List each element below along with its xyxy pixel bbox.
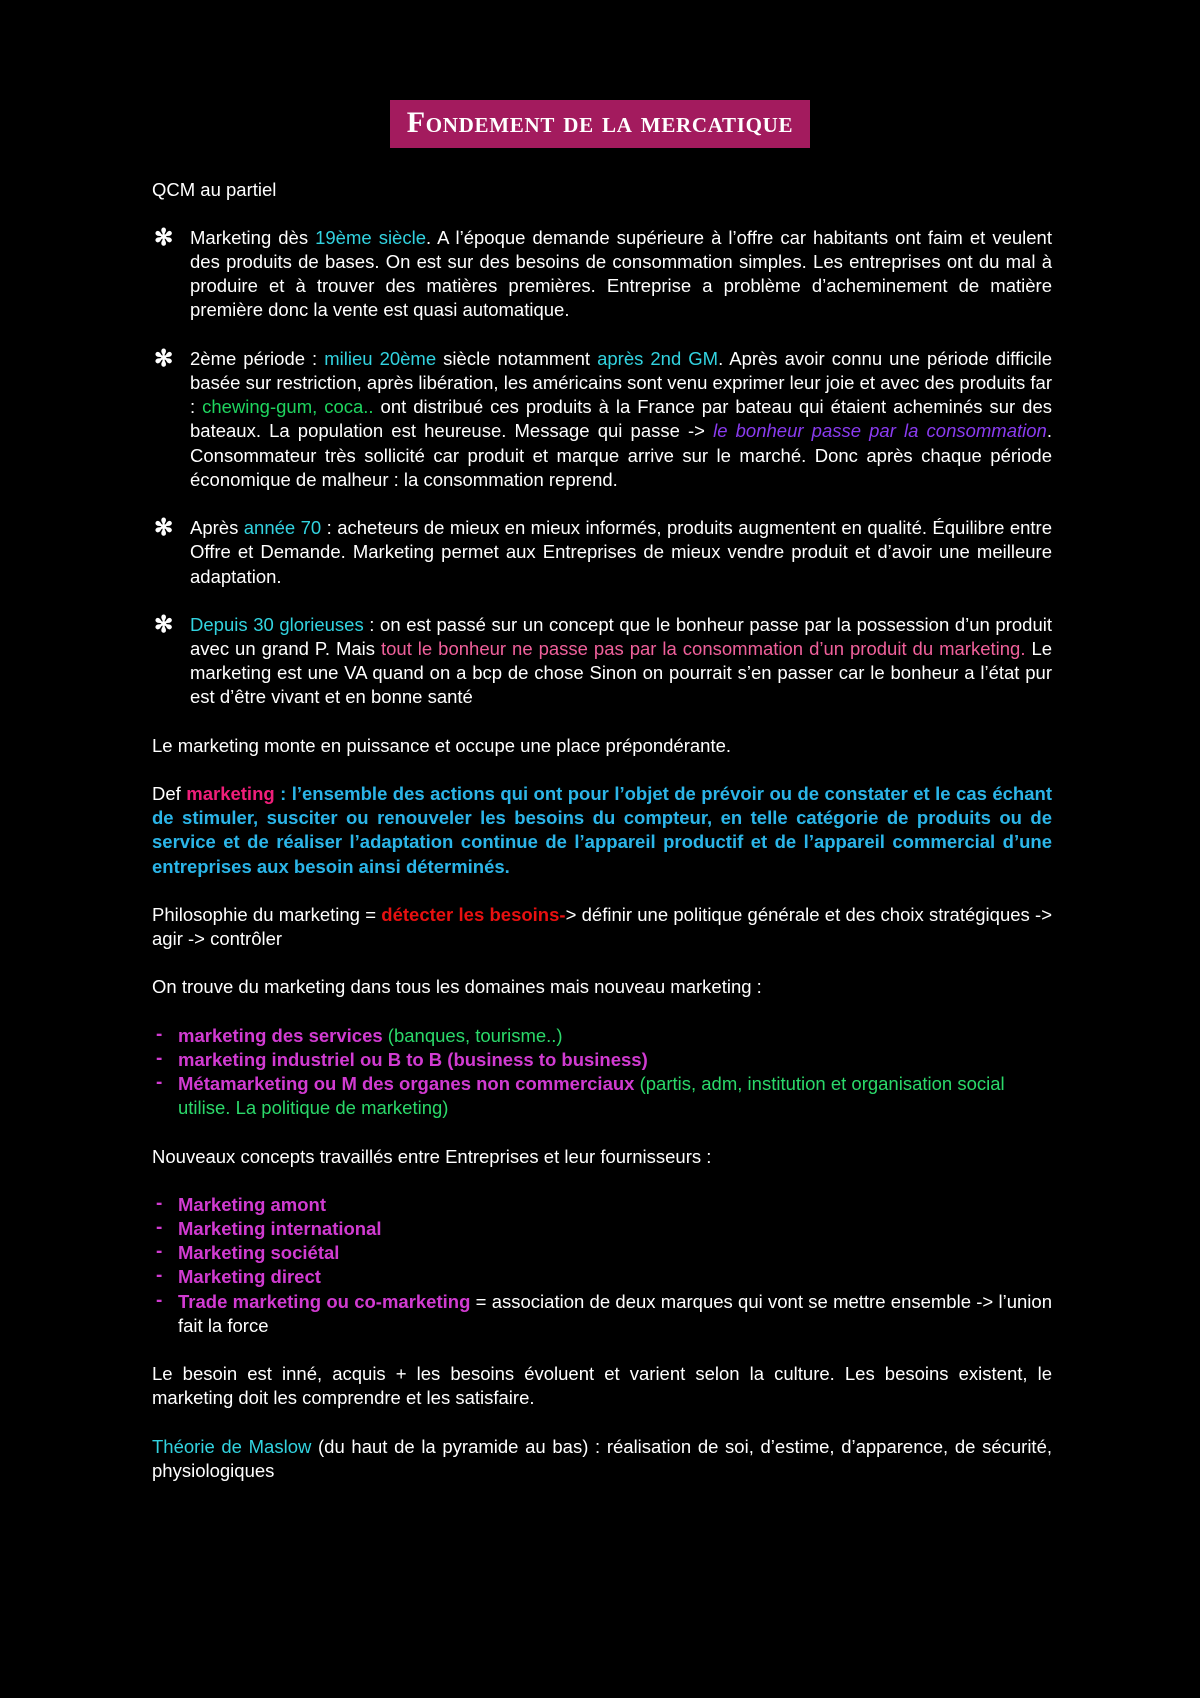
def-prefix: Def — [152, 782, 187, 804]
highlight-cyan: 19ème siècle — [315, 226, 426, 248]
list-nouveaux-concepts — [152, 1193, 1052, 1338]
bullet-text-segment: Marketing dès — [190, 226, 316, 248]
paragraph-philosophie — [152, 903, 1052, 951]
philo-prefix: Philosophie du marketing = — [152, 903, 382, 925]
list-item-label: Trade marketing ou co-marketing — [178, 1290, 471, 1312]
list-item-label: marketing industriel ou B to B (business to business) — [178, 1048, 648, 1070]
highlight-cyan: milieu 20ème — [324, 347, 437, 369]
bullet-item-19eme-siecle — [152, 223, 1052, 323]
bullet-text-segment: 2ème période : — [190, 347, 325, 369]
list-item — [152, 1290, 1052, 1338]
title-container — [0, 0, 1200, 148]
list-item-label: Marketing international — [178, 1218, 382, 1239]
dash-bullet-icon: - — [156, 1047, 163, 1069]
list-item-label: Métamarketing ou M des organes non commerciaux — [178, 1073, 635, 1095]
list-item — [152, 1241, 1052, 1265]
highlight-cyan: Depuis 30 glorieuses — [190, 613, 364, 635]
def-keyword: marketing — [186, 782, 275, 804]
def-body: : l’ensemble des actions qui ont pour l’objet de prévoir ou de constater et le cas échant de stimuler, susciter ou renouveler les besoins du compteur, en telle catégorie de produits ou de service et de réaliser l’adaptation continue de l’appareil productif et de l’appareil commercial d’une entreprises aux besoin ainsi déterminés. — [152, 782, 1052, 877]
maslow-rest: (du haut de la pyramide au bas) : réalisation de soi, d’estime, d’apparence, de sécurité, physiologiques — [152, 1435, 1052, 1481]
bullet-text-segment: : acheteurs de mieux en mieux informés, produits augmentent en qualité. Équilibre entre Offre et Demande. Marketing permet aux Entreprises de mieux vendre produit et d’avoir une meilleure adaptation. — [190, 517, 1053, 587]
list-item-note: (partis, adm, institution et organisation social utilise. La politique de marketing) — [178, 1073, 1005, 1119]
bullet-text-segment: ont distribué ces produits à la France par bateau qui étaient acheminés sur des bateaux. La population est heureuse. Message qui passe -> — [190, 396, 1052, 442]
list-item-label: marketing des services — [178, 1024, 383, 1046]
list-item-rest: = association de deux marques qui vont se mettre ensemble -> l’union fait la force — [178, 1290, 1052, 1336]
list-item — [152, 1217, 1052, 1241]
philo-highlight: détecter les besoins- — [381, 903, 566, 925]
list-item — [152, 1193, 1052, 1217]
list-item-label: Marketing sociétal — [178, 1242, 340, 1264]
bullet-text-segment: . A l’époque demande supérieure à l’offre car habitants ont faim et veulent des produits de bases. On est sur des besoins de consommation simples. Les entreprises ont du mal à produire et à trouver des matières premières. Entreprise a problème d’acheminement de matière première donc la vente est quasi automatique. — [190, 226, 1052, 321]
paragraph-definition-marketing — [152, 782, 1052, 879]
dash-bullet-icon: - — [156, 1023, 163, 1045]
bullet-text-segment: . Consommateur très sollicité car produit et marque arrive sur le marché. Donc après chaque période économique de malheur : la consommation reprend. — [190, 420, 1052, 490]
list-item — [152, 1024, 1052, 1048]
asterisk-bullet-icon: ✻ — [154, 223, 174, 250]
bullet-item-annee-70 — [152, 516, 1052, 589]
bullet-text-segment: . Après avoir connu une période difficile basée sur restriction, après libération, les américains sont venu exprimer leur joie et avec des produits far : — [190, 347, 1052, 418]
highlight-violet-italic: le bonheur passe par la consommation — [713, 420, 1047, 442]
highlight-pink: tout le bonheur ne passe pas par la consommation d’un produit du marketing. — [380, 638, 1026, 660]
intro-line: QCM au partiel — [152, 178, 277, 200]
list-item-label: Marketing amont — [178, 1193, 327, 1215]
dash-bullet-icon: - — [156, 1192, 163, 1214]
list-item — [152, 1072, 1052, 1120]
paragraph-domaines: On trouve du marketing dans tous les domaines mais nouveau marketing : — [152, 976, 762, 998]
asterisk-bullet-icon: ✻ — [154, 514, 174, 541]
bullet-item-2eme-periode — [152, 344, 1052, 492]
dash-bullet-icon: - — [156, 1289, 163, 1311]
list-item — [152, 1048, 1052, 1072]
dash-bullet-icon: - — [156, 1265, 163, 1287]
bullet-text-segment: Après — [190, 517, 244, 539]
list-item-label: Marketing direct — [178, 1266, 321, 1288]
highlight-cyan: année 70 — [243, 517, 322, 539]
philo-suffix: > définir une politique générale et des choix stratégiques -> agir -> contrôler — [152, 903, 1053, 950]
maslow-highlight: Théorie de Maslow — [152, 1435, 312, 1457]
bullet-text-segment: siècle notamment — [436, 347, 598, 369]
bullet-text-segment: : on est passé sur un concept que le bonheur passe par la possession d’un produit avec un grand P. Mais — [190, 613, 1052, 660]
dash-bullet-icon: - — [156, 1072, 163, 1094]
list-nouveau-marketing — [152, 1024, 1052, 1121]
list-item-note: (banques, tourisme..) — [382, 1024, 563, 1046]
dash-bullet-icon: - — [156, 1241, 163, 1263]
paragraph-maslow — [152, 1435, 1052, 1483]
highlight-green: chewing-gum, coca.. — [202, 396, 374, 418]
document-body — [148, 148, 1052, 1484]
bullet-item-30-glorieuses — [152, 610, 1053, 710]
paragraph-nouveaux-concepts: Nouveaux concepts travaillés entre Entreprises et leur fournisseurs : — [152, 1145, 712, 1167]
asterisk-bullet-icon: ✻ — [154, 344, 174, 371]
paragraph-montee-puissance: Le marketing monte en puissance et occupe une place prépondérante. — [152, 734, 732, 756]
list-item — [152, 1265, 1052, 1289]
highlight-cyan: après 2nd GM — [597, 347, 719, 369]
paragraph-besoin: Le besoin est inné, acquis + les besoins évoluent et varient selon la culture. Les besoins existent, le marketing doit les comprendre et les satisfaire. — [152, 1363, 1052, 1409]
page-title: Fondement de la mercatique — [390, 100, 811, 148]
bullet-text-segment: Le marketing est une VA quand on a bcp de chose Sinon on pourrait s’en passer car le bonheur a l’état pur est d’être vivant et en bonne santé — [190, 638, 1053, 708]
asterisk-bullet-icon: ✻ — [154, 610, 174, 637]
dash-bullet-icon: - — [156, 1217, 163, 1238]
